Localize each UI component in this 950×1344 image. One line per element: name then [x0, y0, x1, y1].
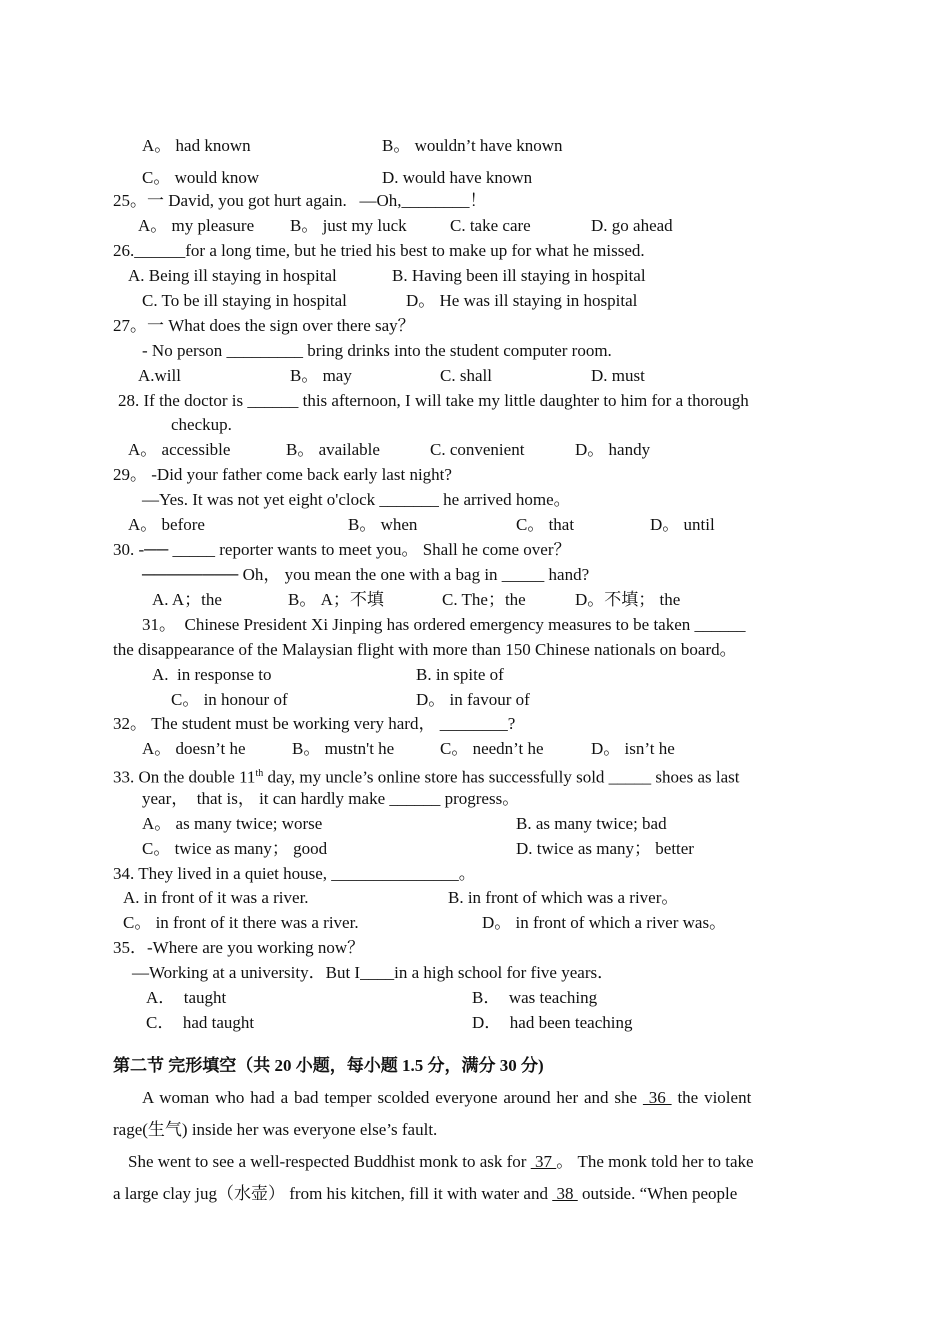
- q24-option-c: C。 would know: [142, 168, 260, 187]
- cloze-text: the violent: [671, 1088, 752, 1107]
- q33-stem-part1: 33. On the double 11: [113, 767, 256, 787]
- q31-option-b: B. in spite of: [416, 665, 504, 684]
- q27-stem: 27。一 What does the sign over there say？: [113, 316, 415, 335]
- q31-stem-cont: the disappearance of the Malaysian flight with more than 150 Chinese nationals on board。: [113, 640, 737, 659]
- q30-line2: ──────── Oh， you mean the one with a bag in _____ hand?: [142, 565, 590, 584]
- q28-option-b: B。 available: [286, 440, 380, 459]
- q29-option-a: A。 before: [128, 515, 205, 534]
- q33-stem-part2: day, my uncle’s online store has successfully sold _____ shoes as last: [263, 767, 740, 787]
- q29-line2: —Yes. It was not yet eight o'clock _______ he arrived home。: [142, 490, 571, 509]
- q35-option-c: C． had taught: [146, 1013, 255, 1032]
- cloze-text: A woman who had a bad temper scolded everyone around her and she: [142, 1088, 643, 1107]
- q29-option-d: D。 until: [650, 515, 715, 534]
- q24-option-a: A。 had known: [142, 136, 251, 155]
- q34-option-a: A. in front of it was a river.: [123, 888, 309, 907]
- q31-option-c: C。 in honour of: [171, 690, 288, 709]
- cloze-blank-37: 37: [530, 1152, 557, 1171]
- cloze-text: 。 The monk told her to take: [556, 1152, 754, 1171]
- q35-option-d: D． had been teaching: [472, 1013, 633, 1032]
- q33-option-a: A。 as many twice; worse: [142, 814, 323, 833]
- q28-stem: 28. If the doctor is ______ this afternoon, I will take my little daughter to him for a thorough: [118, 391, 749, 410]
- q25-option-a: A。 my pleasure: [138, 216, 255, 235]
- q34-option-c: C。 in front of it there was a river.: [123, 913, 359, 932]
- q35-option-b: B． was teaching: [472, 988, 598, 1007]
- q31-option-a: A. in response to: [152, 665, 272, 684]
- q27-option-b: B。 may: [290, 366, 352, 385]
- q28-option-a: A。 accessible: [128, 440, 231, 459]
- q27-line2: - No person _________ bring drinks into the student computer room.: [142, 341, 612, 360]
- q32-stem: 32。 The student must be working very hard， ________?: [113, 714, 516, 733]
- cloze-paragraph-2-line-1: [128, 1151, 754, 1173]
- cloze-text: a large clay jug（水壶） from his kitchen, fill it with water and: [113, 1184, 553, 1203]
- q31-option-d: D。 in favour of: [416, 690, 530, 709]
- q24-option-b: B。 wouldn’t have known: [382, 136, 563, 155]
- q34-stem: 34. They lived in a quiet house, _______________。: [113, 864, 476, 883]
- q31-stem: 31。 Chinese President Xi Jinping has ordered emergency measures to be taken ______: [142, 615, 746, 634]
- q30-option-c: C. The；the: [442, 590, 526, 609]
- q33-option-c: C。 twice as many； good: [142, 839, 328, 858]
- q32-option-d: D。 isn’t he: [591, 739, 675, 758]
- q27-option-c: C. shall: [440, 366, 492, 385]
- q28-stem-cont: checkup.: [171, 415, 232, 434]
- q33-stem-cont: year， that is， it can hardly make ______ progress。: [142, 789, 520, 808]
- q26-option-b: B. Having been ill staying in hospital: [392, 266, 646, 285]
- q33-stem-sup: th: [255, 768, 264, 779]
- q35-option-a: A． taught: [146, 988, 227, 1007]
- cloze-paragraph-1-line-1: [142, 1087, 751, 1109]
- q30-stem: 30. -── _____ reporter wants to meet you。 Shall he come over？: [113, 540, 571, 559]
- q24-option-d: D. would have known: [382, 168, 533, 187]
- q30-option-b: B。 A；不填: [288, 590, 384, 609]
- q29-option-c: C。 that: [516, 515, 575, 534]
- q32-option-a: A。 doesn’t he: [142, 739, 246, 758]
- q34-option-d: D。 in front of which a river was。: [482, 913, 727, 932]
- q26-option-a: A. Being ill staying in hospital: [128, 266, 337, 285]
- section2-heading: 第二节 完形填空（共 20 小题，每小题 1.5 分，满分 30 分): [113, 1056, 544, 1075]
- q25-stem: 25。一 David, you got hurt again. —Oh,________！: [113, 191, 487, 210]
- q32-option-b: B。 mustn't he: [292, 739, 395, 758]
- cloze-paragraph-1-line-2: rage(生气) inside her was everyone else’s fault.: [113, 1120, 438, 1139]
- q25-option-b: B。 just my luck: [290, 216, 407, 235]
- q27-option-a: A.will: [138, 366, 181, 385]
- q33-option-b: B. as many twice; bad: [516, 814, 667, 833]
- cloze-text: outside. “When people: [577, 1184, 738, 1203]
- q33-option-d: D. twice as many； better: [516, 839, 694, 858]
- q28-option-c: C. convenient: [430, 440, 525, 459]
- q30-option-d: D。不填； the: [575, 590, 681, 609]
- q27-option-d: D. must: [591, 366, 645, 385]
- q33-stem: [113, 763, 739, 789]
- q26-option-d: D。 He was ill staying in hospital: [406, 291, 638, 310]
- q26-stem: 26.______for a long time, but he tried his best to make up for what he missed.: [113, 241, 645, 260]
- q25-option-c: C. take care: [450, 216, 531, 235]
- q29-stem: 29。 -Did your father come back early last night?: [113, 465, 452, 484]
- q34-option-b: B. in front of which was a river。: [448, 888, 679, 907]
- cloze-blank-36: 36: [642, 1088, 672, 1107]
- q35-stem: 35．-Where are you working now？: [113, 938, 365, 957]
- q30-option-a: A. A；the: [152, 590, 222, 609]
- q29-option-b: B。 when: [348, 515, 418, 534]
- cloze-paragraph-2-line-2: [113, 1183, 737, 1205]
- cloze-text: She went to see a well-respected Buddhist monk to ask for: [128, 1152, 531, 1171]
- q32-option-c: C。 needn’t he: [440, 739, 544, 758]
- q26-option-c: C. To be ill staying in hospital: [142, 291, 347, 310]
- q35-line2: —Working at a university．But I____in a high school for five years．: [132, 963, 615, 982]
- q25-option-d: D. go ahead: [591, 216, 673, 235]
- cloze-blank-38: 38: [552, 1184, 578, 1203]
- q28-option-d: D。 handy: [575, 440, 651, 459]
